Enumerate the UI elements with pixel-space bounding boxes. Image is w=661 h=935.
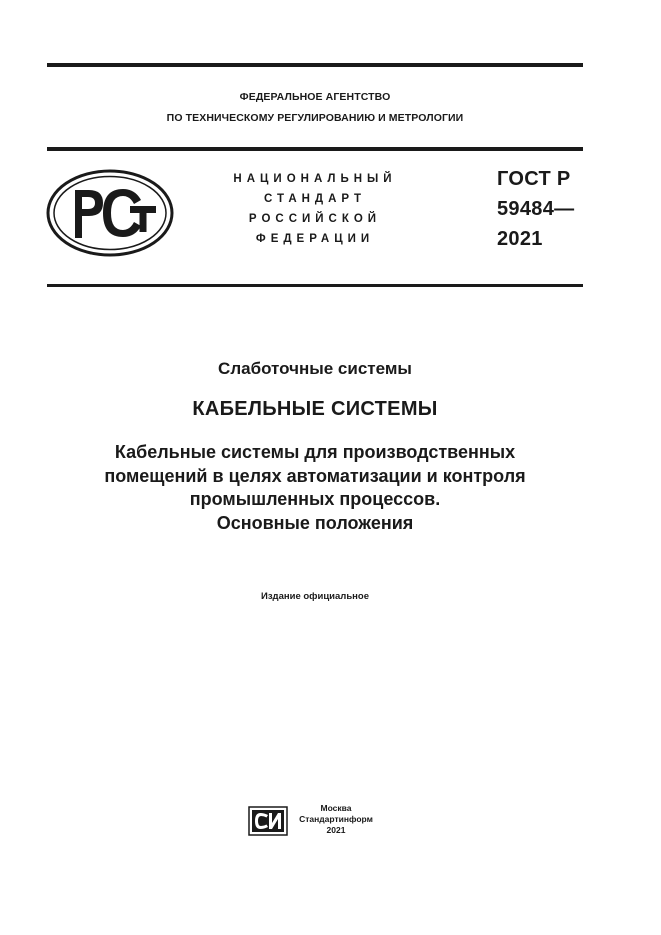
national-standard-line-4: ФЕДЕРАЦИИ	[255, 233, 375, 245]
national-standard-line-1: НАЦИОНАЛЬНЫЙ	[233, 173, 397, 185]
top-rule	[47, 63, 583, 67]
document-main-title: КАБЕЛЬНЫЕ СИСТЕМЫ	[192, 398, 438, 420]
standard-code-line-2: 59484—	[497, 198, 575, 220]
full-title-line-4: Основные положения	[216, 512, 414, 533]
full-title-line-2: помещений в целях автоматизации и контроля	[104, 465, 526, 486]
standard-code-line-3: 2021	[497, 228, 543, 250]
rst-logo-icon	[45, 168, 175, 258]
national-standard-line-2: СТАНДАРТ	[264, 193, 366, 205]
full-title-line-1: Кабельные системы для производственных	[114, 442, 516, 462]
publisher-city: Москва	[320, 803, 352, 813]
national-standard-line-3: РОССИЙСКОЙ	[248, 213, 382, 225]
standard-code-line-1: ГОСТ Р	[497, 168, 571, 190]
title-block-rule	[47, 284, 583, 287]
document-subtitle: Слаботочные системы	[218, 359, 412, 378]
agency-name-line-1: ФЕДЕРАЛЬНОЕ АГЕНТСТВО	[239, 91, 391, 103]
publication-year: 2021	[326, 825, 346, 835]
agency-name-line-2: ПО ТЕХНИЧЕСКОМУ РЕГУЛИРОВАНИЮ И МЕТРОЛОГИИ	[166, 112, 464, 124]
standartinform-logo-icon	[248, 806, 288, 836]
publisher-name: Стандартинформ	[299, 814, 373, 824]
edition-label: Издание официальное	[261, 591, 369, 602]
full-title-line-3: промышленных процессов.	[189, 489, 441, 509]
document-full-title	[47, 441, 583, 535]
header-rule	[47, 147, 583, 151]
